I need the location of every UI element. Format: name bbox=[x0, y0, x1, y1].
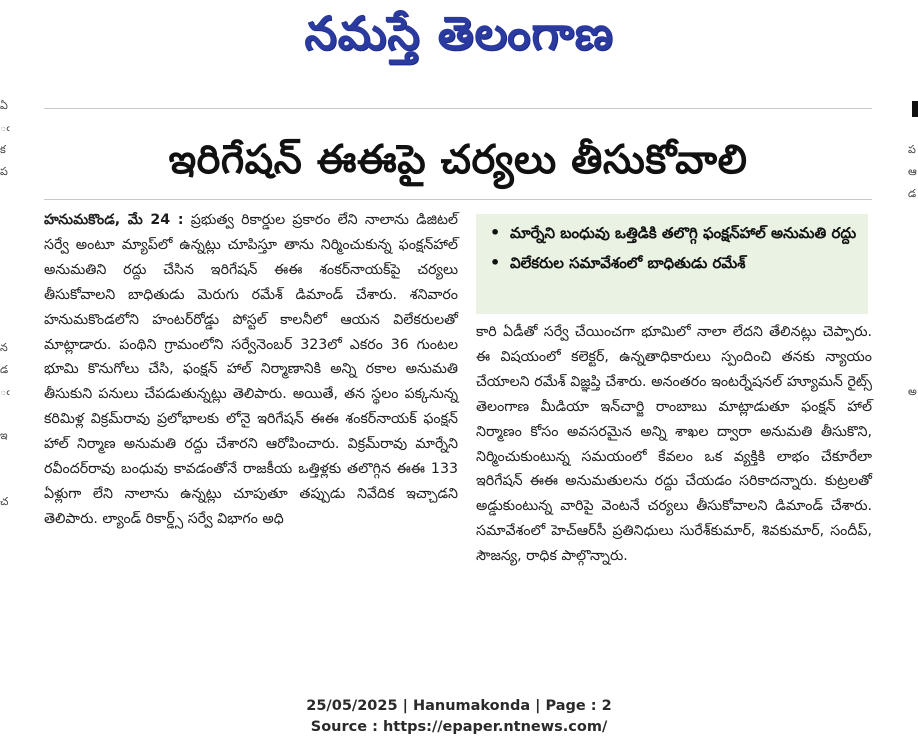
edge-fragment bbox=[0, 205, 14, 227]
edge-fragment: క bbox=[0, 143, 6, 156]
page-footer bbox=[0, 696, 918, 738]
newspaper-masthead bbox=[0, 0, 918, 92]
right-edge-cropped-column bbox=[908, 95, 918, 655]
edge-fragment bbox=[908, 513, 918, 535]
edge-fragment bbox=[908, 227, 918, 249]
edge-fragment bbox=[908, 271, 918, 293]
edge-fragment bbox=[0, 557, 14, 579]
edge-fragment: డ bbox=[908, 187, 917, 200]
edge-fragment: ఇ bbox=[0, 429, 8, 442]
article-body-left: ప్రభుత్వ రికార్డుల ప్రకారం లేని నాలాను డిజిటల్ సర్వే అంటూ మ్యాప్‌లో ఉన్నట్లు చూపిస్తూ తాను నిర్మించుకున్న ఫంక్షన్‌హాల్ అనుమతిని రద్దు చేసిన ఇరిగేషన్ ఈఈ శంకర్‌నాయక్‌పై చర్యలు తీసుకోవాలని బాధితుడు మెరుగు రమేశ్ డిమాండ్ చేశారు. శనివారం హనుమకొండలోని హంటర్‌రోడ్డు పోస్టల్ కాలనీలో ఆయన విలేకరులతో మాట్లాడారు. పంథిని గ్రామంలోని సర్వేనెంబర్ 323లో ఎకరం 36 గుంటల భూమి కొనుగోలు చేసి, ఫంక్షన్ హాల్ నిర్మాణానికి అన్ని రకాల అనుమతి తీసుకుని పనులు చేపడుతున్నట్లు తెలిపారు. అయితే, తన స్థలం పక్కనున్న కరిమిళ్ల విక్రమ్‌రావు ప్రలోభాలకు లోనై ఇరిగేషన్ ఈఈ శంకర్‌నాయక్ ఫంక్షన్ హాల్ నిర్మాణ అనుమతి రద్దు చేశారని ఆరోపించారు. విక్రమ్‌రావు మార్నేని రవీందర్‌రావు బంధువు కావడంతోనే రాజకీయ ఒత్తిళ్లకు తలొగ్గిన ఈఈ 133 ఏళ్లుగా లేని నాలాను ఉన్నట్లు చూపుతూ తప్పుడు నివేదిక ఇచ్చాడని తెలిపారు. ల్యాండ్ రికార్డ్స్ సర్వే విభాగం అధి bbox=[44, 212, 458, 527]
edge-fragment bbox=[908, 205, 918, 227]
edge-fragment: అ bbox=[908, 385, 917, 398]
masthead-logo-text: నమస్తే తెలంగాణ bbox=[304, 6, 614, 60]
edge-fragment bbox=[0, 601, 14, 623]
edge-fragment: ఁ bbox=[0, 385, 10, 398]
edge-fragment bbox=[0, 403, 14, 425]
edge-fragment bbox=[0, 227, 14, 249]
right-edge-marker bbox=[912, 101, 918, 117]
edge-fragment: ప bbox=[0, 165, 8, 178]
edge-fragment: ఁ bbox=[0, 121, 10, 134]
edge-fragment bbox=[908, 117, 918, 139]
edge-fragment bbox=[0, 535, 14, 557]
article-body-right: కారి ఏడీతో సర్వే చేయించగా భూమిలో నాలా లేదని తేలినట్లు చెప్పారు. ఈ విషయంలో కలెక్టర్, ఉన్నతాధికారులు స్పందించి తనకు న్యాయం చేయాలని రమేశ్ విజ్ఞప్తి చేశారు. అనంతరం ఇంటర్నేషనల్ హ్యూమన్ రైట్స్ తెలంగాణ మీడియా ఇన్‌చార్జి రాంబాబు మాట్లాడుతూ ఫంక్షన్ హాల్ నిర్మాణం కోసం అవసరమైన అన్ని శాఖల ద్వారా అనుమతి తీసుకొని, నిర్మించుకుంటున్న సమయంలో కేవలం ఒక వ్యక్తికి లాభం చేకూరేలా ఇరిగేషన్ ఈఈ అనుమతులను రద్దు చేయడం సరికాదన్నారు. కుట్రలతో అడ్డుకుంటున్న వారిపై వెంటనే చర్యలు తీసుకోవాలని డిమాండ్ చేశారు. సమావేశంలో హెచ్‌ఆర్‌సీ ప్రతినిధులు సురేశ్‌కుమార్, శివకుమార్, సందీప్, సౌజన్య, రాధిక పాల్గొన్నారు. bbox=[476, 324, 872, 565]
edge-fragment bbox=[0, 315, 14, 337]
article-column-left bbox=[44, 208, 458, 532]
edge-fragment: ప bbox=[908, 143, 916, 156]
highlight-text: మార్నేని బంధువు ఒత్తిడికి తలొగ్గి ఫంక్షన్‌హాల్ అనుమతి రద్దు bbox=[510, 224, 857, 242]
left-edge-cropped-column bbox=[0, 95, 14, 655]
highlight-text: విలేకరుల సమావేశంలో బాధితుడు రమేశ్ bbox=[510, 254, 746, 272]
edge-fragment bbox=[908, 535, 918, 557]
edge-fragment: డ bbox=[0, 363, 9, 376]
edge-fragment bbox=[908, 491, 918, 513]
article-highlights-box bbox=[476, 214, 868, 314]
edge-fragment bbox=[908, 403, 918, 425]
article-column-right bbox=[476, 320, 872, 569]
edge-fragment bbox=[0, 271, 14, 293]
bullet-icon: • bbox=[490, 223, 501, 242]
edge-fragment bbox=[908, 293, 918, 315]
highlight-item bbox=[476, 218, 868, 248]
edge-fragment bbox=[0, 513, 14, 535]
footer-source-line: Source : https://epaper.ntnews.com/ bbox=[310, 719, 608, 735]
edge-fragment bbox=[0, 249, 14, 271]
headline-box bbox=[44, 108, 872, 200]
edge-fragment bbox=[0, 183, 14, 205]
article-headline: ఇరిగేషన్ ఈఈపై చర్యలు తీసుకోవాలి bbox=[168, 137, 748, 183]
edge-fragment bbox=[908, 359, 918, 381]
edge-fragment bbox=[0, 469, 14, 491]
edge-fragment bbox=[908, 425, 918, 447]
edge-fragment bbox=[908, 249, 918, 271]
highlight-item bbox=[476, 248, 868, 278]
edge-fragment bbox=[0, 293, 14, 315]
article-dateline: హనుమకొండ, మే 24 : bbox=[44, 212, 184, 228]
edge-fragment bbox=[0, 447, 14, 469]
edge-fragment bbox=[908, 315, 918, 337]
edge-fragment: చ bbox=[0, 495, 9, 508]
bullet-icon: • bbox=[490, 253, 501, 272]
footer-edition-line: 25/05/2025 | Hanumakonda | Page : 2 bbox=[306, 698, 612, 714]
edge-fragment bbox=[0, 579, 14, 601]
edge-fragment bbox=[908, 337, 918, 359]
edge-fragment: ఆ bbox=[908, 165, 917, 178]
edge-fragment: న bbox=[0, 341, 8, 354]
edge-fragment bbox=[908, 469, 918, 491]
edge-fragment bbox=[908, 447, 918, 469]
edge-fragment: ఏ bbox=[0, 99, 8, 112]
